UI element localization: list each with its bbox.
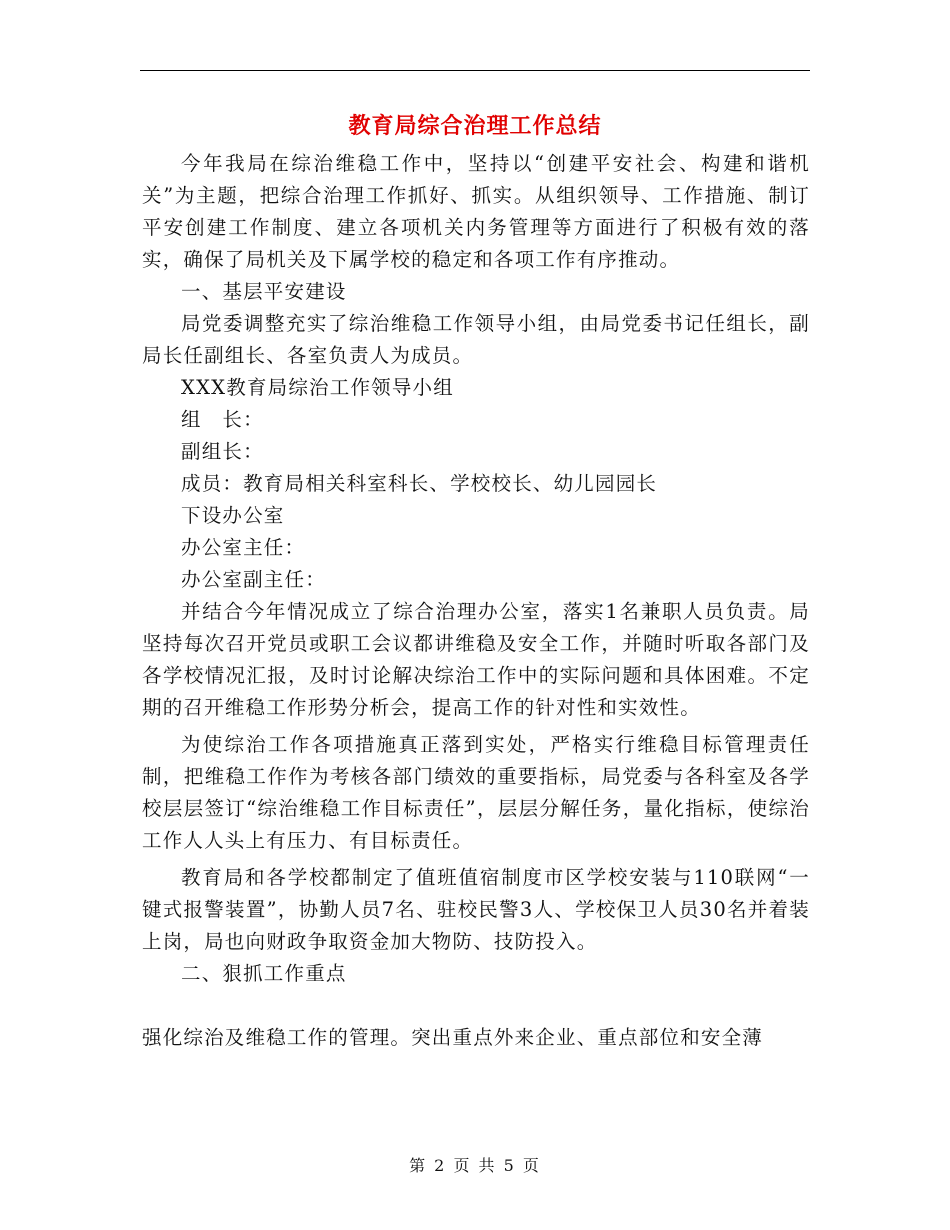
office-deputy-director-line: 办公室副主任： [181,568,326,591]
deputy-leader-line: 副组长： [181,440,264,463]
document-body [142,148,810,1054]
paragraph-focus: 强化综治及维稳工作的管理。突出重点外来企业、重点部位和安全薄 [142,1026,764,1049]
members-line: 成员：教育局相关科室科长、学校校长、幼儿园园长 [181,472,658,495]
page-number-footer: 第 2 页 共 5 页 [409,1156,541,1175]
section-heading-2: 二、狠抓工作重点 [181,962,347,985]
group-leader-line: 组 长： [181,408,264,431]
document-title: 教育局综合治理工作总结 [348,113,602,139]
office-line: 下设办公室 [181,504,285,527]
paragraph-intro: 今年我局在综治维稳工作中，坚持以“创建平安社会、构建和谐机关”为主题，把综合治理工作抓好、抓实。从组织领导、工作措施、制订平安创建工作制度、建立各项机关内务管理等方面进行了积极有效的落实，确保了局机关及下属学校的稳定和各项工作有序推动。 [142,152,810,271]
group-name: XXX教育局综治工作领导小组 [181,376,454,399]
paragraph-security-measures: 教育局和各学校都制定了值班值宿制度市区学校安装与110联网“一键式报警装置”，协勤人员7名、驻校民警3人、学校保卫人员30名并着装上岗，局也向财政争取资金加大物防、技防投入。 [142,866,810,953]
paragraph-office-setup: 并结合今年情况成立了综合治理办公室，落实1名兼职人员负责。局坚持每次召开党员或职工会议都讲维稳及安全工作，并随时听取各部门及各学校情况汇报，及时讨论解决综治工作中的实际问题和具体困难。不定期的召开维稳工作形势分析会，提高工作的针对性和实效性。 [142,600,810,719]
paragraph-leadership: 局党委调整充实了综治维稳工作领导小组，由局党委书记任组长，副局长任副组长、各室负责人为成员。 [142,312,810,367]
section-heading-1: 一、基层平安建设 [181,280,347,303]
header-rule [140,70,810,71]
office-director-line: 办公室主任： [181,536,306,559]
paragraph-responsibility: 为使综治工作各项措施真正落到实处，严格实行维稳目标管理责任制，把维稳工作作为考核各部门绩效的重要指标，局党委与各科室及各学校层层签订“综治维稳工作目标责任”，层层分解任务，量化指标，使综治工作人人头上有压力、有目标责任。 [142,733,810,852]
